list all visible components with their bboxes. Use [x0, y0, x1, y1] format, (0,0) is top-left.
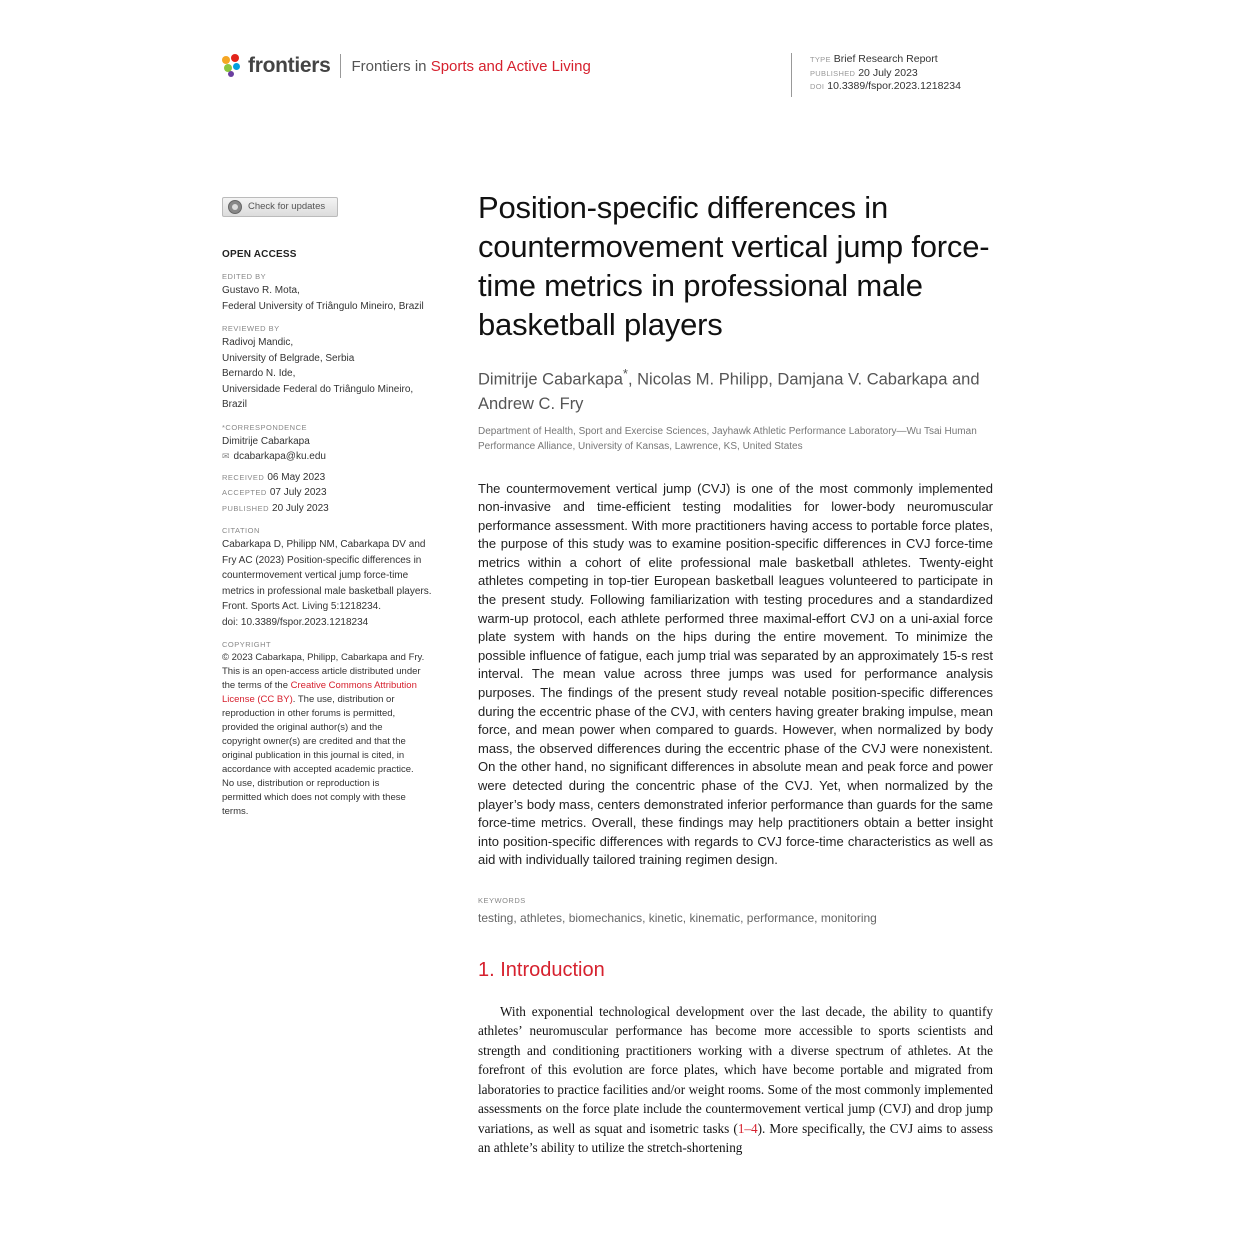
- check-for-updates-button[interactable]: [222, 197, 338, 217]
- citation-label: CITATION: [222, 526, 260, 535]
- journal-title: [351, 58, 590, 75]
- copyright-line: accordance with accepted academic practice.: [222, 764, 414, 775]
- type-label: TYPE: [810, 55, 831, 64]
- copyright-line: reproduction in other forums is permitted,: [222, 708, 396, 719]
- copyright-label: COPYRIGHT: [222, 640, 272, 649]
- accepted-row: [222, 485, 460, 501]
- keywords: testing, athletes, biomechanics, kinetic, kinematic, performance, monitoring: [478, 910, 877, 925]
- intro-text: With exponential technological development over the last decade, the ability to quantify athletes’ neuromuscular performance has become more accessible to sports scientists and strength and conditioning practitioners working with a diverse spectrum of athletes. At the forefront of this evolution are force plates, which have become portable and migrated from laboratories to practice facilities and/or weight rooms. Some of the most commonly implemented assessments on the force plate include the countermovement vertical jump (CVJ) and drop jump variations, as well as squat and isometric tasks (: [478, 1003, 993, 1136]
- copyright-line: original publication in this journal is cited, in: [222, 750, 405, 761]
- open-access-label: OPEN ACCESS: [222, 248, 297, 260]
- sidebar-published-label: PUBLISHED: [222, 503, 270, 513]
- copyright-line: No use, distribution or reproduction is: [222, 778, 380, 789]
- citation-text: [222, 537, 460, 630]
- edited-by-label: EDITED BY: [222, 272, 267, 281]
- doi-label: DOI: [810, 82, 825, 91]
- header-divider: [340, 54, 341, 78]
- crossmark-icon: [228, 200, 242, 214]
- reviewer-line: Brazil: [222, 399, 248, 410]
- reviewer-line: Radivoj Mandic,: [222, 337, 294, 348]
- correspondence-email[interactable]: dcabarkapa@ku.edu: [233, 451, 326, 462]
- intro-paragraph: [478, 1002, 993, 1158]
- copyright-text: [222, 651, 460, 819]
- received-value: 06 May 2023: [267, 471, 326, 483]
- article-main: [478, 188, 993, 1171]
- copyright-line: terms.: [222, 806, 249, 817]
- copyright-line: © 2023 Cabarkapa, Philipp, Cabarkapa and Fry.: [222, 652, 425, 663]
- journal-prefix: Frontiers in: [351, 57, 431, 75]
- reviewer-line: University of Belgrade, Serbia: [222, 352, 355, 364]
- type-value: Brief Research Report: [833, 53, 938, 65]
- correspondence-label: *CORRESPONDENCE: [222, 422, 308, 432]
- accepted-value: 07 July 2023: [269, 487, 327, 498]
- cc-license-link-cont[interactable]: License (CC BY): [222, 694, 293, 705]
- mail-icon: ✉: [222, 451, 230, 461]
- sidebar-published-value: 20 July 2023: [272, 502, 329, 514]
- brand-name: frontiers: [248, 54, 331, 77]
- intro-text-cont: ). More specifically, the CVJ aims to assess an athlete’s ability to utilize the stretch-shortening: [478, 1120, 993, 1156]
- received-row: [222, 470, 460, 486]
- reference-link[interactable]: 1–4: [737, 1120, 758, 1136]
- correspondence-email-row: [222, 449, 460, 465]
- citation-line: metrics in professional male basketball players.: [222, 585, 432, 597]
- copyright-fragment: the terms of the: [222, 680, 291, 691]
- cc-license-link[interactable]: Creative Commons Attribution: [290, 680, 417, 691]
- article-meta: [791, 53, 961, 97]
- copyright-line: [222, 693, 460, 707]
- published-value: 20 July 2023: [858, 66, 918, 79]
- frontiers-logo-icon: [222, 54, 244, 78]
- copyright-line: [222, 679, 460, 693]
- first-author[interactable]: Dimitrije Cabarkapa: [478, 370, 623, 389]
- other-authors: , Nicolas M. Philipp, Damjana V. Cabarkapa and Andrew C. Fry: [478, 370, 980, 413]
- copyright-line: This is an open-access article distributed under: [222, 666, 421, 677]
- correspondence-name: Dimitrije Cabarkapa: [222, 435, 310, 447]
- affiliation: Department of Health, Sport and Exercise Sciences, Jayhawk Athletic Performance Laboratory—Wu Tsai Human Performance Alliance, University of Kansas, Lawrence, KS, United States: [478, 425, 977, 452]
- citation-line: Front. Sports Act. Living 5:1218234.: [222, 601, 381, 612]
- editor-affiliation: Federal University of Triângulo Mineiro, Brazil: [222, 300, 424, 312]
- accepted-label: ACCEPTED: [222, 488, 267, 497]
- reviewer-line: Bernardo N. Ide,: [222, 368, 296, 379]
- citation-line: countermovement vertical jump force-time: [222, 570, 409, 581]
- author-list: [478, 362, 993, 416]
- dates-block: [222, 470, 460, 517]
- copyright-fragment: . The use, distribution or: [292, 694, 395, 705]
- check-updates-label: Check for updates: [248, 201, 326, 213]
- copyright-line: provided the original author(s) and the: [222, 722, 383, 733]
- keywords-label: KEYWORDS: [478, 895, 526, 905]
- journal-header: [222, 54, 591, 78]
- editor-name: Gustavo R. Mota,: [222, 285, 300, 296]
- article-title: Position-specific differences in countermovement vertical jump force-time metrics in professional male basketball players: [478, 190, 990, 342]
- reviewed-by-label: REVIEWED BY: [222, 324, 280, 333]
- article-sidebar: [222, 197, 460, 819]
- abstract: The countermovement vertical jump (CVJ) is one of the most commonly implemented non-invasive and time-efficient testing modalities for lower-body neuromuscular performance assessment. With more practitioners having access to portable force plates, the purpose of this study was to examine position-specific differences in CVJ force-time metrics within a cohort of elite professional male basketball athletes. Twenty-eight athletes competing in top-tier European basketball leagues volunteered to participate in the present study. Following familiarization with testing procedures and a standardized warm-up protocol, each athlete performed three maximal-effort CVJ on a uni-axial force plate system with hands on the hips during the entire movement. To minimize the possible influence of fatigue, each jump trial was separated by an approximately 15-s rest interval. The mean value across three jumps was used for performance analysis purposes. The findings of the present study reveal notable position-specific differences during the eccentric phase of the CVJ, with centers having greater braking impulse, mean force, and mean power when compared to guards. However, when normalized by body mass, the observed differences during the eccentric phase of the CVJ were nonexistent. On the other hand, no significant differences in absolute mean and peak force and power were detected during the concentric phase of the CVJ. Yet, when normalized by the player’s body mass, centers demonstrated inferior performance than guards for the same force-time metrics. Overall, these findings may help practitioners obtain a better insight into position-specific differences with regards to CVJ force-time characteristics as well as aid with individually tailored training regimen design.: [478, 480, 993, 868]
- citation-line: Cabarkapa D, Philipp NM, Cabarkapa DV and: [222, 539, 426, 550]
- published-label: PUBLISHED: [810, 68, 856, 78]
- published-row: [222, 501, 460, 517]
- journal-name: Sports and Active Living: [430, 57, 591, 75]
- reviewer-line: Universidade Federal do Triângulo Mineiro,: [222, 383, 414, 395]
- corresponding-mark: *: [622, 366, 628, 381]
- received-label: RECEIVED: [222, 472, 265, 482]
- copyright-line: copyright owner(s) are credited and that the: [222, 736, 406, 747]
- doi-value[interactable]: 10.3389/fspor.2023.1218234: [827, 80, 961, 92]
- copyright-line: permitted which does not comply with these: [222, 792, 406, 803]
- citation-line: doi: 10.3389/fspor.2023.1218234: [222, 616, 369, 628]
- section-heading: 1. Introduction: [478, 958, 605, 981]
- citation-line: Fry AC (2023) Position-specific differences in: [222, 554, 422, 566]
